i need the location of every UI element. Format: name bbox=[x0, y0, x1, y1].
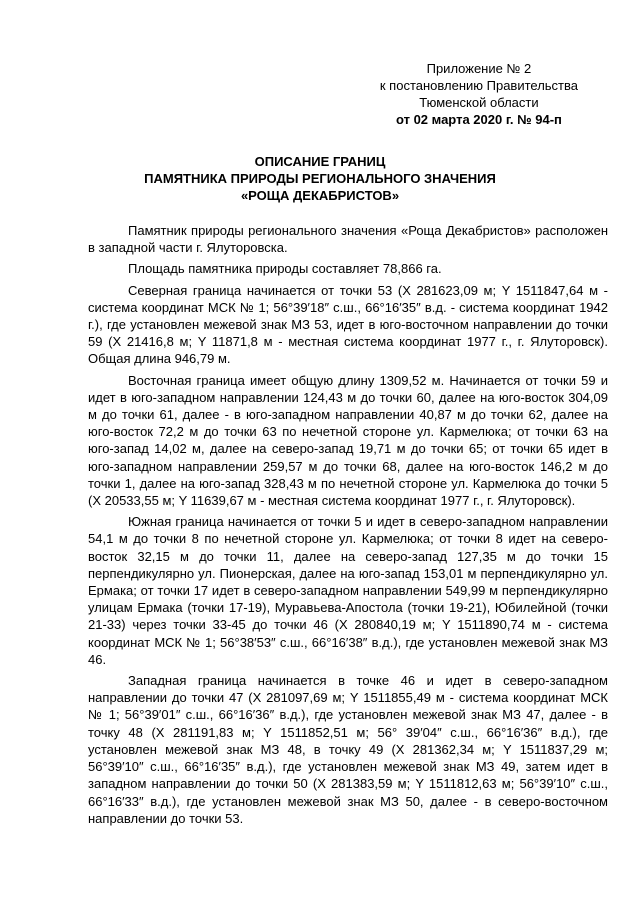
appendix-date-number: от 02 марта 2020 г. № 94-п bbox=[395, 112, 562, 127]
paragraph-east-boundary: Восточная граница имеет общую длину 1309,52 м. Начинается от точки 59 и идет в юго-западном направлении 124,43 м до точки 60, далее на юго-восток 304,09 м до точки 61, далее - в юго-западном направлении 40,87 м до точки 62, далее на юго-восток 72,2 м до точки 63 по нечетной стороне ул. Кармелюка; от точки 63 на юго-запад 14,02 м, далее на северо-запад 19,71 м до точки 65; от точки 65 идет в юго-западном направлении 259,57 м до точки 68, далее на юго-восток 146,2 м до точки 1, далее на юго-запад 328,43 м по нечетной стороне ул. Кармелюка до точки 5 (X 20533,55 м; Y 11639,67 м - местная система координат 1977 г., г. Ялуторовск). bbox=[88, 372, 608, 509]
paragraph-north-boundary: Северная граница начинается от точки 53 (X 281623,09 м; Y 1511847,64 м - система координат МСК № 1; 56°39′18″ с.ш., 66°16′35″ в.д. - система координат 1942 г.), где установлен межевой знак МЗ 53, идет в юго-восточном направлении до точки 59 (X 21416,8 м; Y 11871,8 м - местная система координат 1977 г., г. Ялуторовск). Общая длина 946,79 м. bbox=[88, 282, 608, 367]
paragraph-area: Площадь памятника природы составляет 78,866 га. bbox=[128, 261, 442, 277]
paragraph-west-boundary: Западная граница начинается в точке 46 и идет в северо-западном направлении до точки 47 (X 281097,69 м; Y 1511855,49 м - система координат МСК № 1; 56°39′01″ с.ш., 66°16′36″ в.д.), где установлен межевой знак МЗ 47, далее - в точку 48 (X 281191,83 м; Y 1511852,51 м; 56° 39′04″ с.ш., 66°16′36″ в.д.), где установлен межевой знак МЗ 48, в точку 49 (X 281362,34 м; Y 1511837,29 м; 56°39′10″ с.ш., 66°16′35″ в.д.), где установлен межевой знак МЗ 49, затем идет в западном направлении до точки 50 (X 281383,59 м; Y 1511812,63 м; 56°39′10″ с.ш., 66°16′33″ в.д.), где установлен межевой знак МЗ 50, далее - в северо-восточном направлении до точки 53. bbox=[88, 673, 608, 826]
title-line-1: ОПИСАНИЕ ГРАНИЦ bbox=[254, 154, 386, 169]
appendix-resolution-ref: к постановлению Правительства bbox=[379, 78, 578, 93]
title-line-2: ПАМЯТНИКА ПРИРОДЫ РЕГИОНАЛЬНОГО ЗНАЧЕНИЯ bbox=[144, 171, 496, 186]
paragraph-south-boundary: Южная граница начинается от точки 5 и идет в северо-западном направлении 54,1 м до точки 8 по нечетной стороне ул. Кармелюка; от точки 8 идет на северо-восток 32,15 м до точки 11, далее на северо-запад 127,35 м до точки 15 перпендикулярно ул. Пионерская, далее на юго-запад 153,01 м перпендикулярно ул. Ермака; от точки 17 идет в северо-западном направлении 549,99 м перпендикулярно улицам Ермака (точки 17-19), Муравьева-Апостола (точки 19-21), Юбилейной (точки 21-33) через точки 33-45 до точки 46 (X 280840,19 м; Y 1511890,74 м - система координат МСК № 1; 56°38′53″ с.ш., 66°16′38″ в.д.), где установлен межевой знак МЗ 46. bbox=[88, 514, 608, 667]
appendix-header bbox=[380, 60, 578, 128]
title-line-3: «РОЩА ДЕКАБРИСТОВ» bbox=[240, 188, 400, 203]
paragraph-location: Памятник природы регионального значения «Роща Декабристов» расположен в западной части г. Ялуторовска. bbox=[88, 223, 608, 256]
appendix-number: Приложение № 2 bbox=[426, 61, 532, 76]
document-title bbox=[0, 153, 640, 204]
document-body bbox=[88, 222, 608, 831]
appendix-region: Тюменской области bbox=[419, 95, 539, 110]
